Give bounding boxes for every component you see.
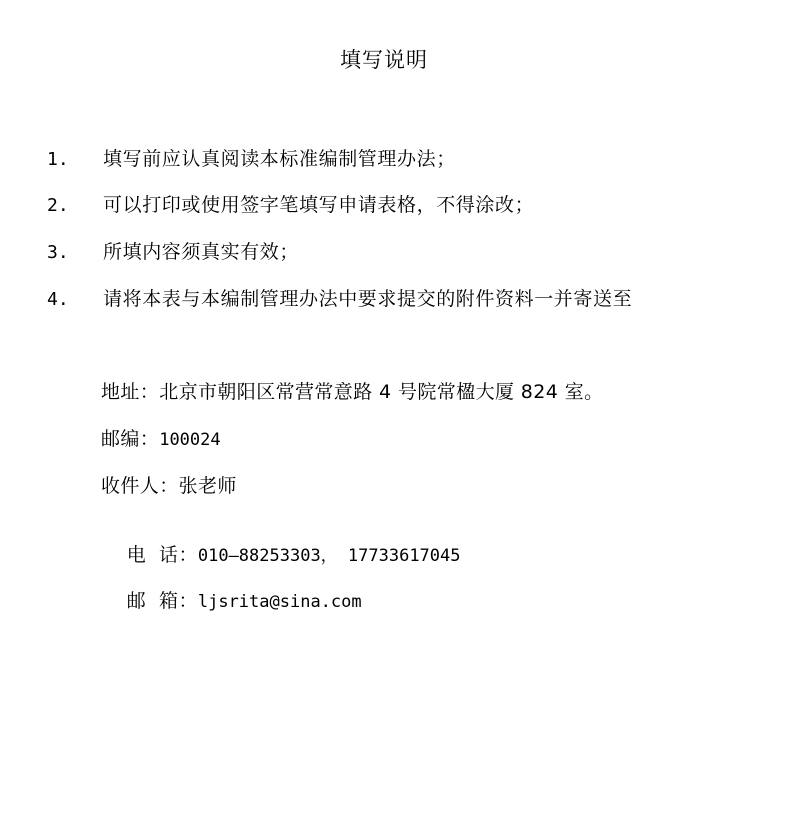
recipient-line: 收件人：张老师 — [101, 475, 237, 497]
instruction-item-4 — [47, 284, 632, 311]
postcode-value: 100024 — [159, 430, 221, 450]
instruction-item-3 — [47, 237, 299, 264]
instruction-text: 可以打印或使用签字笔填写申请表格，不得涂改； — [103, 194, 535, 216]
email-value: ljsrita@sina.com — [197, 592, 362, 612]
postcode-line — [101, 424, 221, 451]
instruction-number: 1. — [47, 149, 69, 170]
email-line — [101, 564, 362, 635]
instruction-text: 请将本表与本编制管理办法中要求提交的附件资料一并寄送至 — [103, 288, 633, 310]
phone-label: 电 话： — [126, 544, 198, 566]
instruction-item-1 — [47, 144, 456, 171]
page-title: 填写说明 — [340, 48, 428, 72]
email-label: 邮 箱： — [126, 590, 198, 612]
instruction-number: 3. — [47, 242, 69, 263]
instruction-number: 4. — [47, 289, 69, 310]
phone-value: 010—88253303， 17733617045 — [197, 546, 461, 566]
postcode-label: 邮编： — [101, 428, 160, 450]
instruction-number: 2. — [47, 195, 69, 216]
instruction-item-2 — [47, 190, 534, 217]
address-line: 地址：北京市朝阳区常营常意路 4 号院常楹大厦 824 室。 — [101, 381, 604, 403]
instruction-text: 所填内容须真实有效； — [103, 241, 300, 263]
instruction-text: 填写前应认真阅读本标准编制管理办法； — [103, 148, 456, 170]
